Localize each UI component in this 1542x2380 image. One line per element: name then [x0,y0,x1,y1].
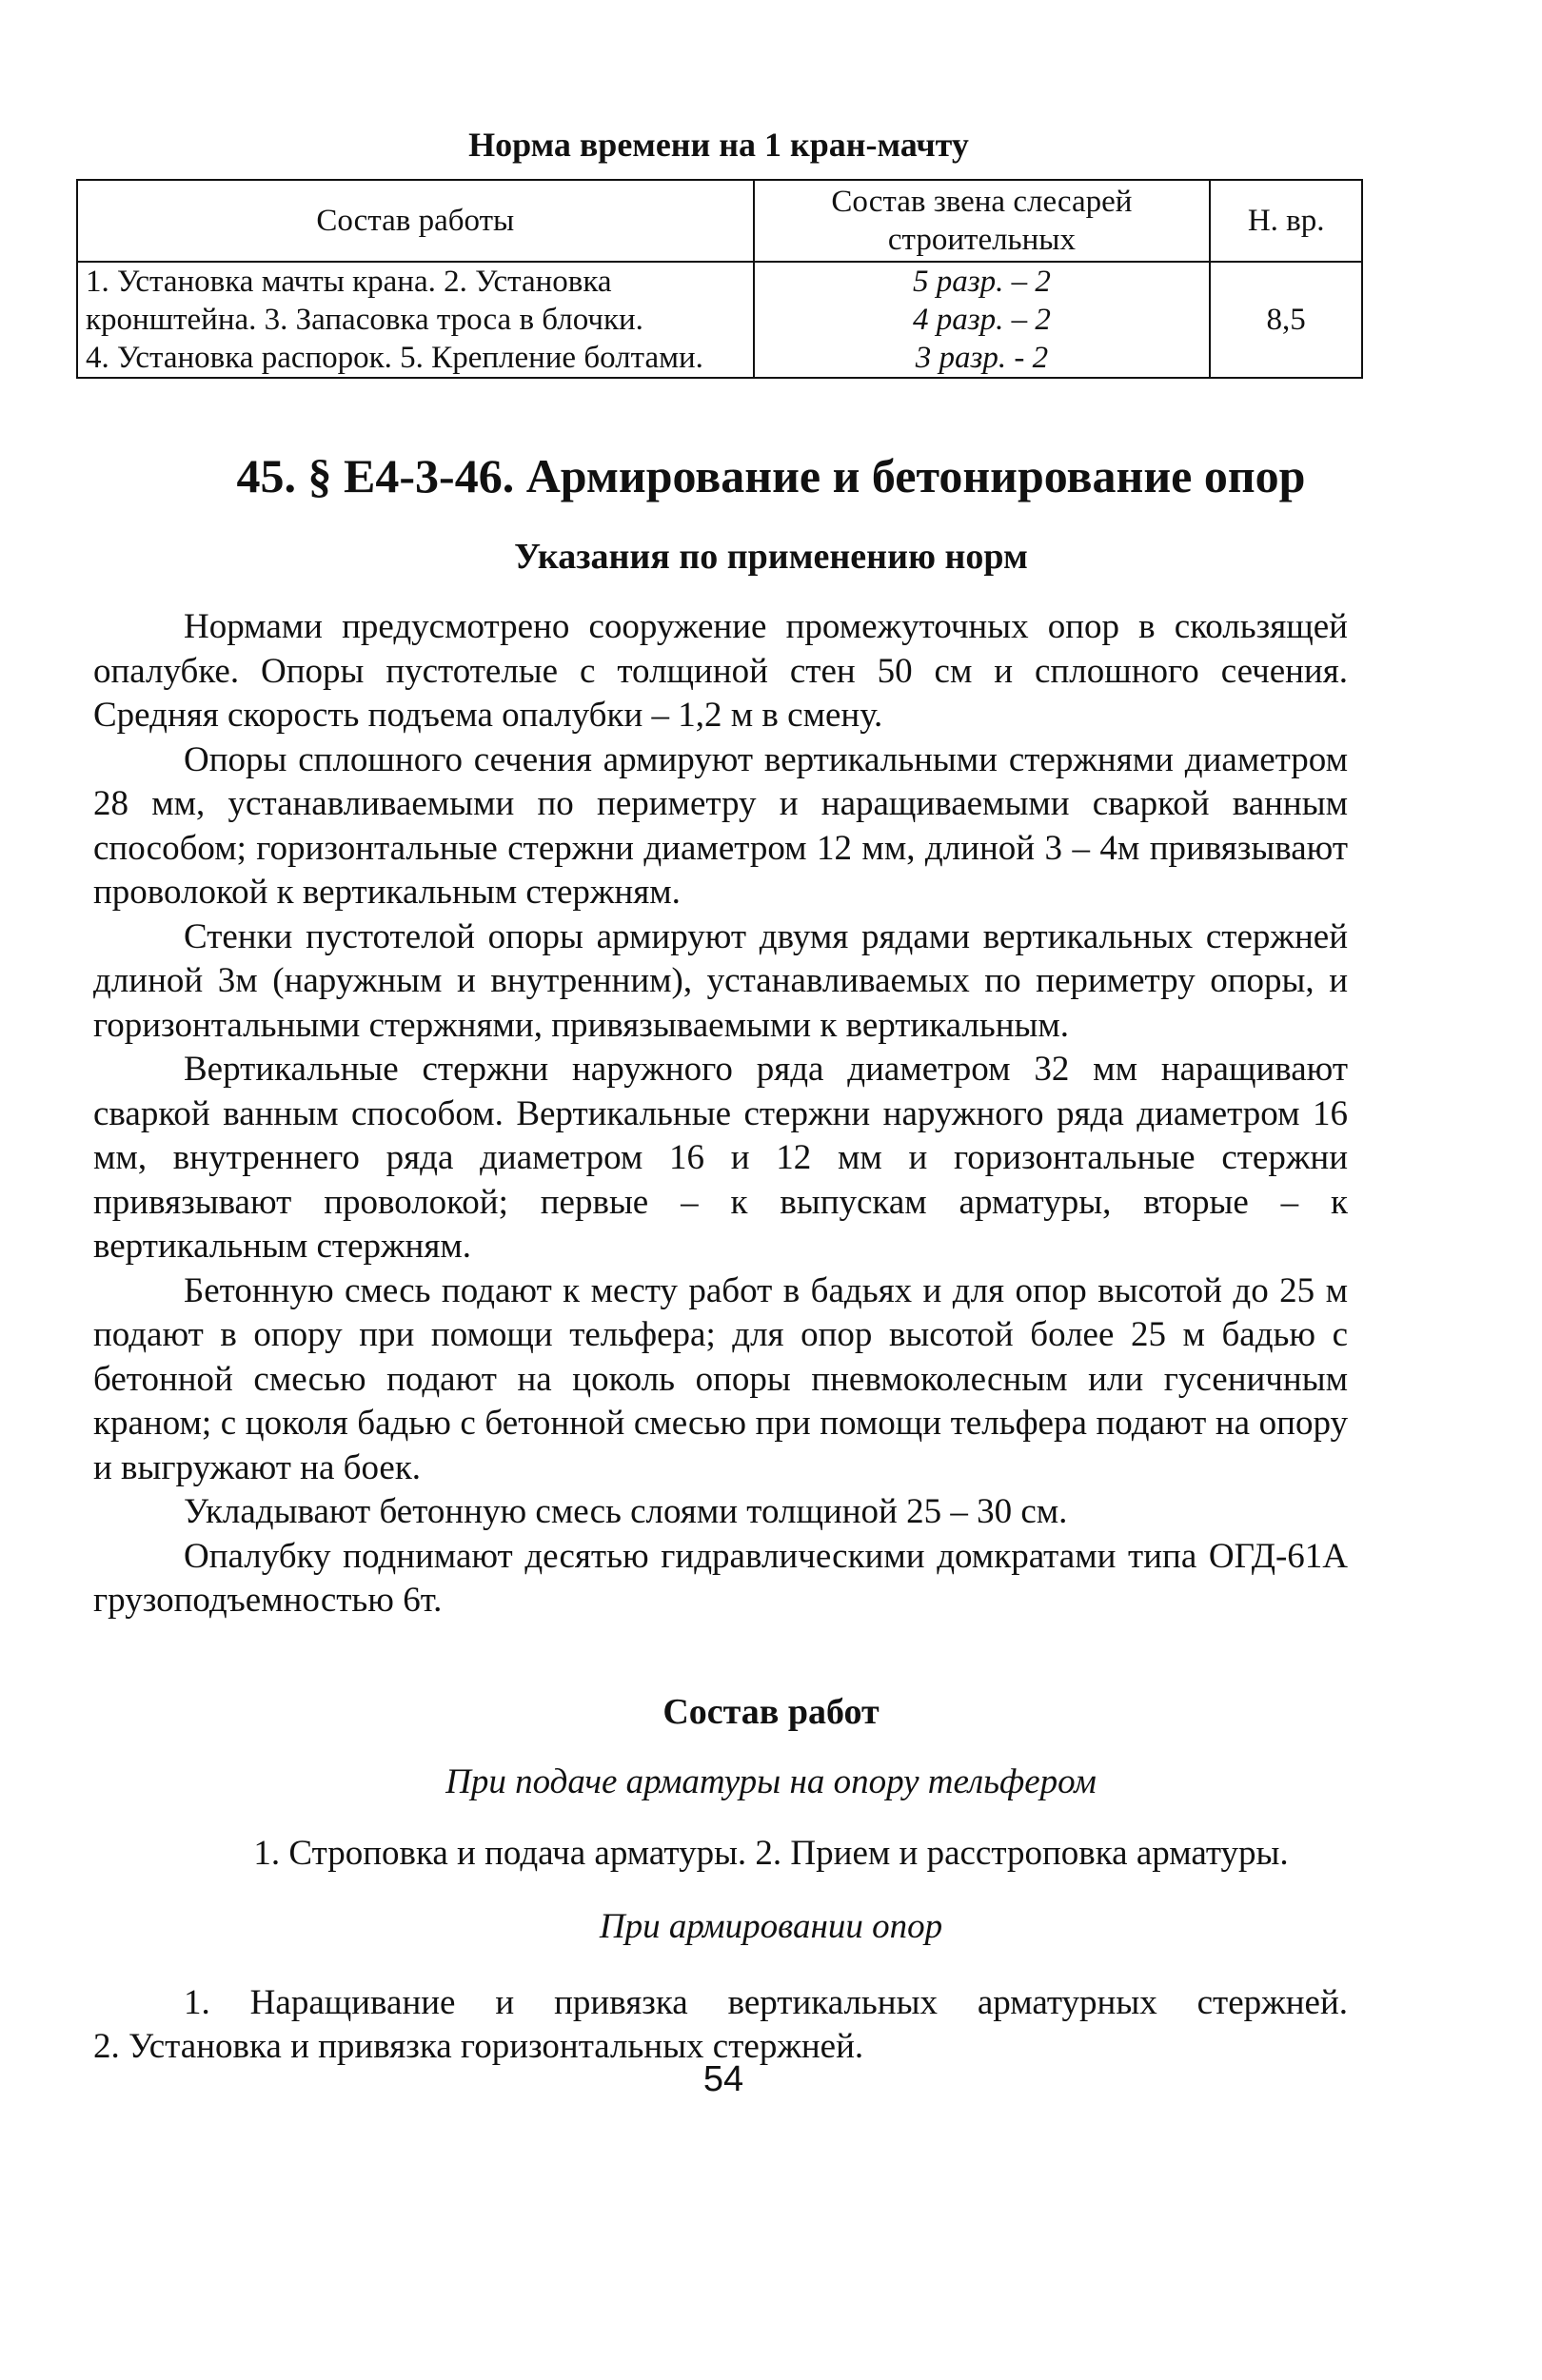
guidelines-body [93,605,1348,1623]
header-crew: Состав звена слесарей строительных [754,180,1211,262]
work-line: 1. Установка мачты крана. 2. Установка [86,265,612,299]
paragraph: Нормами предусмотрено сооружение промежуточных опор в скользящей опалубке. Опоры пустотелые с толщиной стен 50 см и сплошного сечения. Средняя скорость подъема опалубки – 1,2 м в смену. [93,607,1348,735]
crew-line: 4 разр. – 2 [912,303,1051,337]
subheading-reinforcement: При армировании опор [599,1907,943,1946]
crew-cell [754,262,1211,378]
table-header-row [77,180,1362,262]
norm-table-title: Норма времени на 1 кран-мачту [468,126,969,164]
paragraph: Бетонную смесь подают к месту работ в бадьях и для опор высотой до 25 м подают в опору при помощи тельфера; для опор высотой более 25 м бадью с бетонной смесью подают на цоколь опоры пневмоколесным или гусеничным краном; с цоколя бадью с бетонной смесью при помощи тельфера подают на опору и выгружают на боек. [93,1270,1348,1487]
paragraph: Стенки пустотелой опоры армируют двумя рядами вертикальных стержней длиной 3м (наружным и внутренним), устанавливаемых по периметру опоры, и горизонтальными стержнями, привязываемыми к вертикальным. [93,916,1348,1045]
rebar-feed-items: 1. Строповка и подача арматуры. 2. Прием и расстроповка арматуры. [253,1834,1289,1873]
header-norm: Н. вр. [1210,180,1362,262]
reinforcement-item-1: 1. Наращивание и привязка вертикальных арматурных стержней. [184,1983,1348,2022]
table-row [77,262,1362,378]
work-line: кронштейна. 3. Запасовка троса в блочки. [86,303,643,337]
subheading-rebar-feed: При подаче арматуры на опору тельфером [445,1762,1097,1801]
page-number: 54 [702,2059,744,2099]
paragraph: Вертикальные стержни наружного ряда диаметром 32 мм наращивают сваркой ванным способом. Вертикальные стержни наружного ряда диаметром 16 мм, внутреннего ряда диаметром 16 и 12 мм и горизонтальные стержни привязывают проволокой; первые – к выпускам арматуры, вторые – к вертикальным стержням. [93,1050,1348,1266]
norm-value: 8,5 [1210,262,1362,378]
norm-table [76,179,1363,379]
work-line: 4. Установка распорок. 5. Крепление болтами. [86,341,703,375]
paragraph: Укладывают бетонную смесь слоями толщиной 25 – 30 см. [184,1492,1068,1531]
work-composition-title: Состав работ [662,1692,880,1732]
work-cell [77,262,754,378]
paragraph: Опоры сплошного сечения армируют вертикальными стержнями диаметром 28 мм, устанавливаемыми по периметру и наращиваемыми сваркой ванным способом; горизонтальные стержни диаметром 12 мм, длиной 3 – 4м привязывают проволокой к вертикальным стержням. [93,739,1348,912]
section-title: 45. § Е4-3-46. Армирование и бетонирование опор [236,449,1306,502]
guidelines-title: Указания по применению норм [514,537,1028,577]
paragraph: Опалубку поднимают десятью гидравлическими домкратами типа ОГД-61А грузоподъемностью 6т. [93,1536,1348,1620]
crew-line: 5 разр. – 2 [912,265,1051,299]
reinforcement-item-2: 2. Установка и привязка горизонтальных стержней. [93,2027,864,2066]
crew-line: 3 разр. - 2 [915,341,1049,375]
header-work: Состав работы [77,180,754,262]
